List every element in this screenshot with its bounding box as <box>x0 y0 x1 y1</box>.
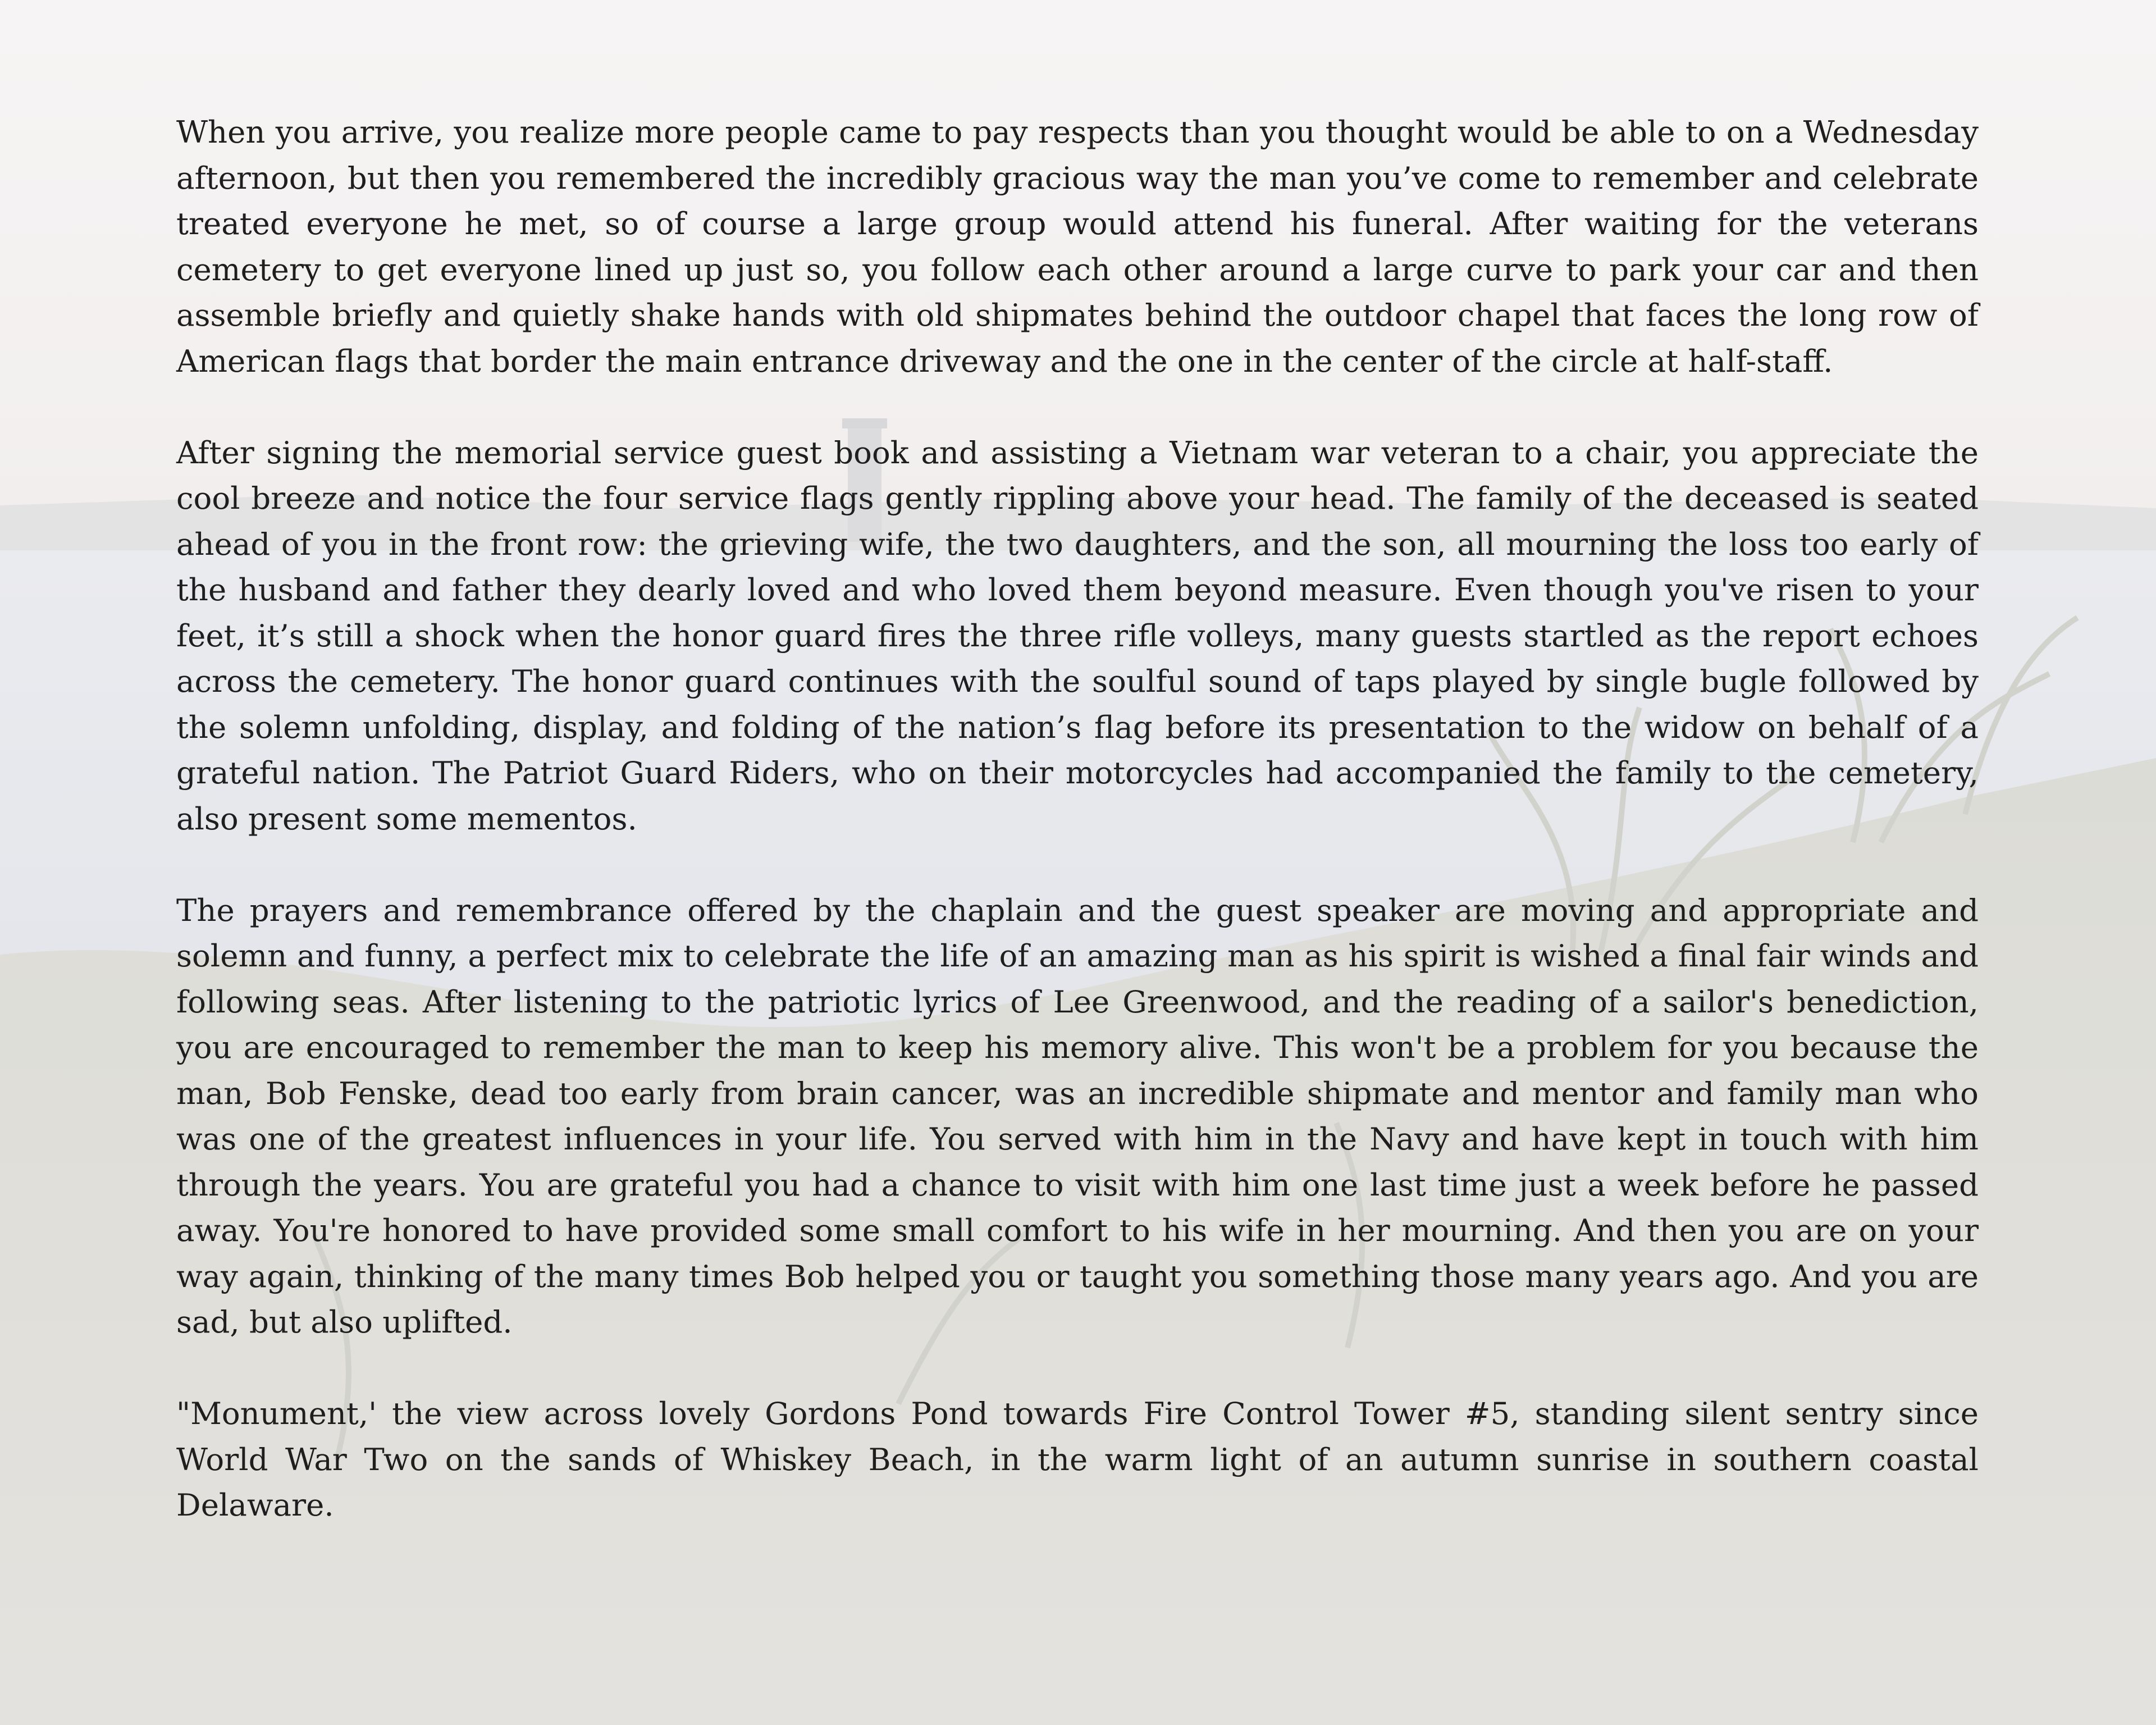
paragraph-remembrance: The prayers and remembrance offered by the chaplain and the guest speaker are moving and appropriate and solemn and funny, a perfect mix to celebrate the life of an amazing man as his spirit is wished a final fair winds and following seas. After listening to the patriotic lyrics of Lee Greenwood, and the reading of a sailor's benediction, you are encouraged to remember the man to keep his memory alive. This won't be a problem for you because the man, Bob Fenske, dead too early from brain cancer, was an incredible shipmate and mentor and family man who was one of the greatest influences in your life. You served with him in the Navy and have kept in touch with him through the years. You are grateful you had a chance to visit with him one last time just a week before he passed away. You're honored to have provided some small comfort to his wife in her mourning. And then you are on your way again, thinking of the many times Bob helped you or taught you something those many years ago. And you are sad, but also uplifted. <box>176 892 1979 1340</box>
paragraph-arrival: When you arrive, you realize more people came to pay respects than you thought would be able to on a Wednesday afternoon, but then you remembered the incredibly gracious way the man you’ve come to remember and celebrate treated everyone he met, so of course a large group would attend his funeral. After waiting for the veterans cemetery to get everyone lined up just so, you follow each other around a large curve to park your car and then assemble briefly and quietly shake hands with old shipmates behind the outdoor chapel that faces the long row of American flags that border the main entrance driveway and the one in the center of the circle at half-staff. <box>176 114 1979 379</box>
article-body <box>176 109 1979 1574</box>
paragraph-service: After signing the memorial service guest book and assisting a Vietnam war veteran to a chair, you appreciate the cool breeze and notice the four service flags gently rippling above your head. The family of the deceased is seated ahead of you in the front row: the grieving wife, the two daughters, and the son, all mourning the loss too early of the husband and father they dearly loved and who loved them beyond measure. Even though you've risen to your feet, it’s still a shock when the honor guard fires the three rifle volleys, many guests startled as the report echoes across the cemetery. The honor guard continues with the soulful sound of taps played by single bugle followed by the solemn unfolding, display, and folding of the nation’s flag before its presentation to the widow on behalf of a grateful nation. The Patriot Guard Riders, who on their motorcycles had accompanied the family to the cemetery, also present some mementos. <box>176 434 1979 837</box>
paragraph-caption: "Monument,' the view across lovely Gordons Pond towards Fire Control Tower #5, standing silent sentry since World War Two on the sands of Whiskey Beach, in the warm light of an autumn sunrise in southern coastal Delaware. <box>176 1395 1979 1523</box>
